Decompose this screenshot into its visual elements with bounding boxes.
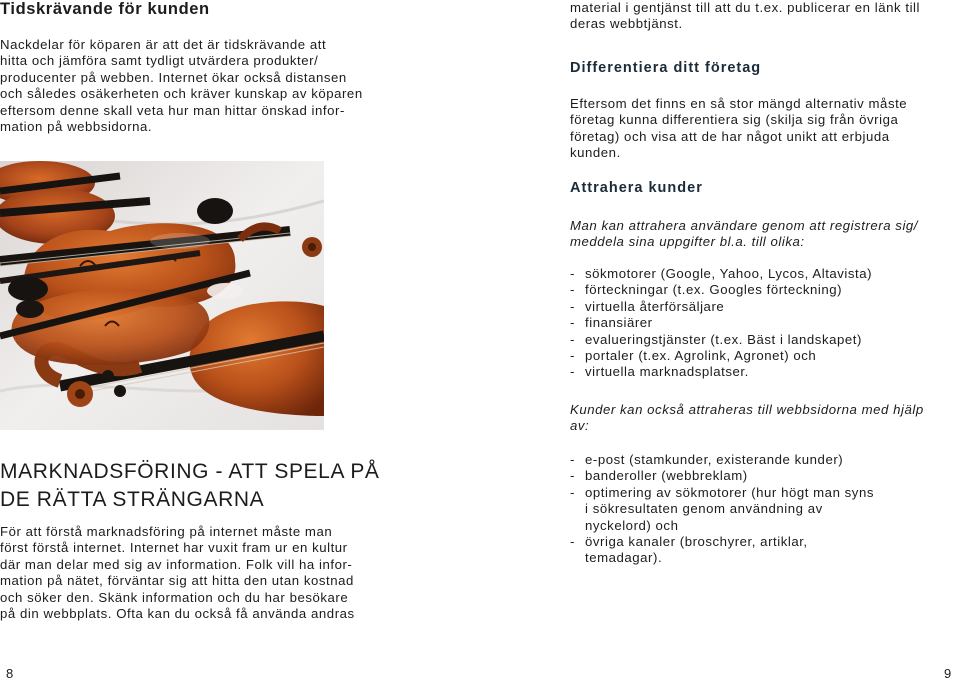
intro-line: Nackdelar för köparen är att det är tidskrävande att <box>0 37 327 52</box>
attrahera-intro-line: meddela sina uppgifter bl.a. till olika: <box>570 234 805 250</box>
differentiera-line: företag kunna differentiera sig (skilja sig från övriga <box>570 112 899 128</box>
intro-paragraph <box>0 37 363 135</box>
continued-line: deras webbtjänst. <box>570 16 683 32</box>
list-item: - virtuella återförsäljare <box>570 298 725 314</box>
list-item: - e-post (stamkunder, existerande kunder) <box>570 452 844 467</box>
attrahera-webbsidor-intro <box>570 402 924 435</box>
body-line: där man delar med sig av information. Folk vill ha infor- <box>0 556 353 572</box>
differentiera-line: Eftersom det finns en så stor mängd alternativ måste <box>570 96 908 111</box>
intro-line: producenter på webben. Internet ökar också distansen <box>0 69 347 85</box>
page-number-right: 9 <box>944 666 952 681</box>
list-item: - banderoller (webbreklam) <box>570 468 748 484</box>
differentiera-line: företag) och visa att de har något unikt att erbjuda <box>570 128 890 144</box>
list-item: - portaler (t.ex. Agrolink, Agronet) och <box>570 348 817 364</box>
body-paragraph <box>0 524 355 622</box>
intro-line: mation på webbsidorna. <box>0 119 153 135</box>
attrahera-intro <box>570 218 918 251</box>
differentiera-paragraph <box>570 96 907 162</box>
page-number-left: 8 <box>6 666 14 681</box>
section-title-line: DE RÄTTA STRÄNGARNA <box>0 488 265 511</box>
webbsidor-intro-line: av: <box>570 418 590 434</box>
continued-line: material i gentjänst till att du t.ex. publicerar en länk till <box>570 0 921 15</box>
body-line: och söker den. Skänk information och du har besökare <box>0 589 349 605</box>
list-item: - förteckningar (t.ex. Googles förteckning) <box>570 282 843 298</box>
differentiera-line: kunden. <box>570 145 621 161</box>
list-item: - optimering av sökmotorer (hur högt man syns i sökresultaten genom användning av nyckelord) och <box>570 484 874 533</box>
heading-tidskravande: Tidskrävande för kunden <box>0 0 210 18</box>
heading-differentiera: Differentiera ditt företag <box>570 60 762 76</box>
list-item: - virtuella marknadsplatser. <box>570 364 749 380</box>
body-line: först förstå internet. Internet har vuxit fram ur en kultur <box>0 540 348 556</box>
list-item: - evalueringstjänster (t.ex. Bäst i landskapet) <box>570 331 862 347</box>
list-item: - finansiärer <box>570 315 653 331</box>
body-line: på din webbplats. Ofta kan du också få använda andras <box>0 606 355 622</box>
intro-line: eftersom denne skall veta hur man hittar önskad infor- <box>0 102 345 118</box>
list-item: - sökmotorer (Google, Yahoo, Lycos, Altavista) <box>570 266 873 281</box>
section-title-marknadsforing <box>0 458 380 514</box>
list-item: - övriga kanaler (broschyrer, artiklar, temadagar). <box>570 534 808 566</box>
heading-attrahera: Attrahera kunder <box>570 180 703 196</box>
attrahera-intro-line: Man kan attrahera användare genom att registrera sig/ <box>570 218 919 233</box>
intro-line: hitta och jämföra samt tydligt utvärdera produkter/ <box>0 53 319 69</box>
continued-paragraph <box>570 0 920 33</box>
intro-line: och således osäkerheten och kräver kunskap av köparen <box>0 86 363 102</box>
body-line: För att förstå marknadsföring på internet måste man <box>0 524 333 539</box>
section-title-line: MARKNADSFÖRING - ATT SPELA PÅ <box>0 460 380 483</box>
channel-list <box>570 452 874 567</box>
body-line: mation på nätet, förväntar sig att hitta den utan kostnad <box>0 573 354 589</box>
webbsidor-intro-line: Kunder kan också attraheras till webbsidorna med hjälp <box>570 402 924 417</box>
violins-photo <box>0 161 324 430</box>
registration-list <box>570 266 872 381</box>
